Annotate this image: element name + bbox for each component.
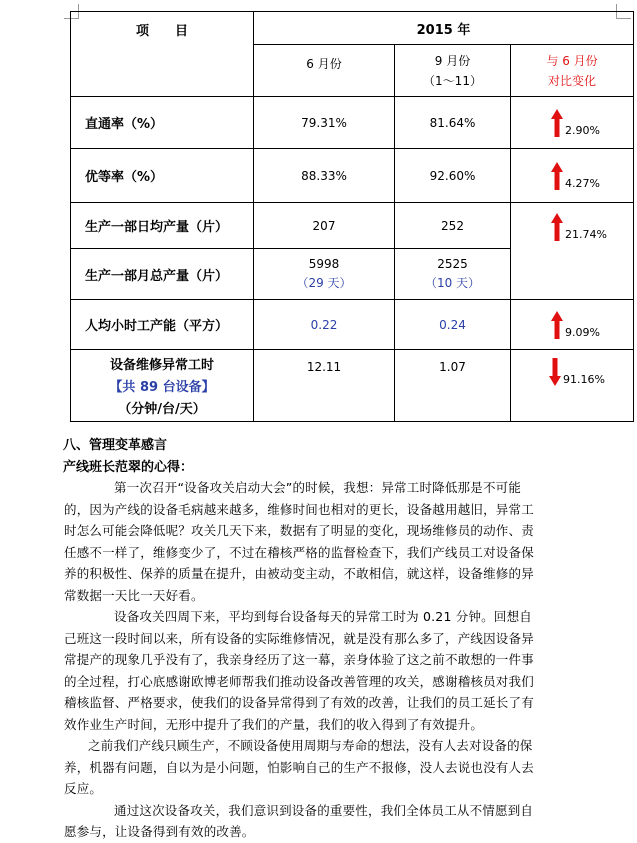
- row-label: 直通率（%）: [71, 97, 254, 149]
- header-item-cell: [71, 12, 254, 97]
- row-label: 生产一部月总产量（片）: [71, 249, 254, 300]
- change-value: 21.74%: [565, 228, 607, 241]
- change-cell: [511, 97, 634, 149]
- comparison-table: [70, 11, 634, 422]
- header-compare-cell: [511, 45, 634, 97]
- up-arrow-icon: [551, 213, 563, 241]
- sept-value: 81.64%: [395, 97, 511, 149]
- sept-value: 1.07: [395, 350, 511, 422]
- up-arrow-icon: [551, 162, 563, 190]
- sept-value: 2525: [437, 257, 468, 271]
- june-value: 5998: [308, 257, 340, 271]
- change-value: 2.90%: [565, 123, 600, 137]
- up-arrow-icon: [551, 109, 563, 137]
- change-cell: [511, 300, 634, 350]
- row-label: 人均小时工产能（平方）: [71, 300, 254, 350]
- paragraph: 第一次召开“设备攻关启动大会”的时候，我想：异常工时降低那是不可能的，因为产线的设备毛病越来越多，维修时间也相对的更长，设备越用越旧，异常工时怎么可能会降低呢？攻关几天下来，数据有了明显的变化，现场维修员的动作、责任感不一样了，维修变少了，不过在稽核严格的监督检查下，我们产线员工对设备保养的积极性、保养的质量在提升，由被动变主动，不敢相信，就这样，设备维修的异常数据一天比一天好看。: [64, 480, 534, 603]
- header-year-cell: [254, 12, 634, 45]
- row-label: 优等率（%）: [71, 149, 254, 203]
- header-june-label: 6 月份: [306, 57, 342, 71]
- table-row: [71, 97, 634, 149]
- paragraph: 通过这次设备攻关，我们意识到设备的重要性，我们全体员工从不情愿到自愿参与，让设备得到有效的改善。: [64, 802, 534, 839]
- table-row: [71, 149, 634, 203]
- change-value: 4.27%: [565, 176, 600, 190]
- june-value: 88.33%: [254, 149, 395, 203]
- up-arrow-icon: [551, 311, 563, 339]
- header-year-label: 2015 年: [416, 22, 471, 38]
- body-text: [64, 477, 534, 843]
- june-value: 207: [254, 203, 395, 249]
- change-cell: [511, 149, 634, 203]
- row-label-equipment-count: 【共 89 台设备】: [109, 380, 215, 395]
- table-row: [71, 300, 634, 350]
- down-arrow-icon: [549, 358, 561, 386]
- header-sept-range: （1～11）: [423, 74, 482, 88]
- sept-value: 252: [395, 203, 511, 249]
- header-compare-line2: 对比变化: [548, 74, 597, 88]
- table-row: [71, 203, 634, 249]
- june-value: 0.22: [254, 300, 395, 350]
- header-item-label: 项 目: [135, 24, 188, 39]
- header-sept-cell: [395, 45, 511, 97]
- row-label-cell: [71, 350, 254, 422]
- paragraph: 之前我们产线只顾生产，不顾设备使用周期与寿命的想法，没有人去对设备的保养，机器有问题，自以为是小问题，怕影响自己的生产不报修，没人去说也没有人去反应。: [64, 738, 534, 796]
- sept-value-cell: [395, 249, 511, 300]
- june-days-note: （29 天）: [296, 276, 352, 290]
- header-sept-label: 9 月份: [434, 54, 471, 68]
- change-cell: [511, 350, 634, 422]
- change-value: 9.09%: [565, 325, 600, 339]
- table-row: [71, 350, 634, 422]
- change-value: 91.16%: [563, 373, 605, 386]
- header-june-cell: [254, 45, 395, 97]
- header-compare-line1: 与 6 月份: [546, 54, 598, 68]
- section-subheading: 产线班长范翠的心得：: [63, 460, 194, 475]
- june-value: 79.31%: [254, 97, 395, 149]
- sept-value: 0.24: [395, 300, 511, 350]
- june-value: 12.11: [254, 350, 395, 422]
- row-label-unit: （分钟/台/天）: [118, 402, 206, 417]
- paragraph: 设备攻关四周下来，平均到每台设备每天的异常工时为 0.21 分钟。回想自己班这一段时间以来，所有设备的实际维修情况，就是没有那么多了，产线因设备异常提产的现象几乎没有了，我亲身经历了这一幕，亲身体验了这之前不敢想的一件事的全过程，打心底感谢欧博老师帮我们推动设备改善管理的攻关，感谢稽核员对我们稽核监督、严格要求，使我们的设备异常得到了有效的改善，让我们的员工延长了有效作业生产时间，无形中提升了我们的产量，我们的收入得到了有效提升。: [64, 609, 534, 732]
- june-value-cell: [254, 249, 395, 300]
- section-heading: 八、管理变革感言: [63, 438, 168, 453]
- row-label: 设备维修异常工时: [109, 358, 214, 373]
- change-cell: [511, 203, 634, 300]
- sept-value: 92.60%: [395, 149, 511, 203]
- row-label: 生产一部日均产量（片）: [71, 203, 254, 249]
- sept-days-note: （10 天）: [424, 276, 481, 290]
